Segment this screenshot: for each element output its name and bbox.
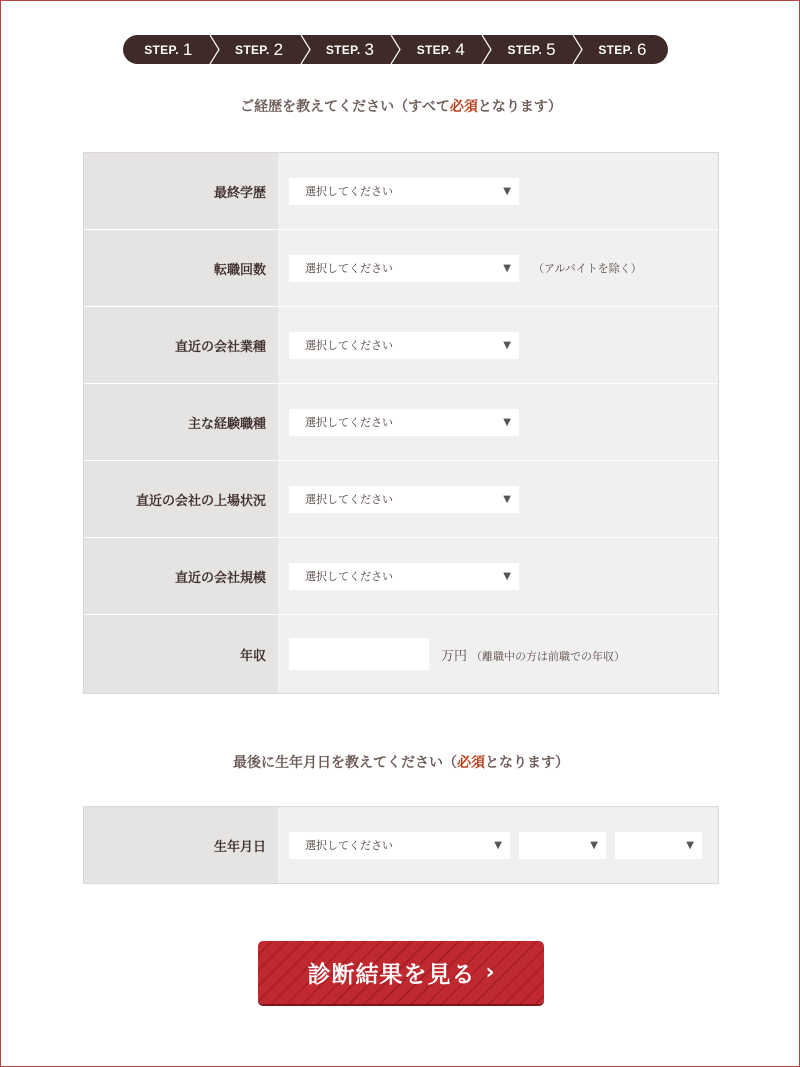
field-cell: [278, 307, 718, 383]
step-3: [305, 35, 396, 64]
dropdown-arrow-icon: ▼: [503, 339, 511, 351]
step-chevron-icon: [480, 35, 492, 64]
step-number: 6: [636, 39, 647, 59]
field-cell: [278, 230, 718, 306]
career-form: [83, 152, 719, 694]
job-changes-note: （アルバイトを除く）: [533, 262, 642, 275]
select-placeholder: 選択してください: [305, 185, 393, 198]
career-heading: [1, 96, 800, 116]
birth-form: [83, 806, 719, 884]
step-number: 3: [364, 39, 375, 59]
field-cell: [278, 384, 718, 460]
occupation-label: 主な経験職種: [84, 384, 278, 460]
company-size-label: 直近の会社規模: [84, 538, 278, 614]
chevron-right-icon: ›: [485, 960, 495, 985]
job-changes-label: 転職回数: [84, 230, 278, 306]
dropdown-arrow-icon: ▼: [503, 416, 511, 428]
step-prefix: STEP.: [144, 42, 179, 57]
select-placeholder: 選択してください: [305, 339, 393, 352]
select-placeholder: 選択してください: [305, 262, 393, 275]
dropdown-arrow-icon: ▼: [503, 185, 511, 197]
step-chevron-icon: [571, 35, 583, 64]
step-2: [214, 35, 305, 64]
required-mark: 必須: [449, 99, 478, 115]
form-row-job-changes: [84, 230, 718, 307]
step-chevron-icon: [389, 35, 401, 64]
step-number: 5: [546, 39, 556, 59]
step-prefix: STEP.: [598, 42, 633, 57]
dropdown-arrow-icon: ▼: [686, 839, 694, 851]
dropdown-arrow-icon: ▼: [503, 570, 511, 582]
view-results-button[interactable]: [258, 941, 544, 1004]
step-4: [395, 35, 486, 64]
step-1: [123, 35, 214, 64]
step-number: 4: [455, 39, 466, 59]
career-heading-text-end: となります）: [477, 99, 562, 115]
income-unit-text: 万円: [441, 648, 468, 664]
form-row-occupation: [84, 384, 718, 461]
education-select[interactable]: [289, 178, 519, 205]
view-results-label: 診断結果を見る: [307, 962, 476, 988]
birth-heading-text-end: となります）: [485, 755, 569, 771]
income-note: （離職中の方は前職での年収）: [471, 649, 626, 663]
select-placeholder: 選択してください: [305, 839, 393, 852]
birth-heading-text: 最後に生年月日を教えてください（: [233, 755, 457, 771]
industry-select[interactable]: [289, 332, 519, 359]
form-row-income: [84, 615, 718, 693]
education-label: 最終学歴: [84, 153, 278, 229]
dropdown-arrow-icon: ▼: [494, 839, 502, 851]
select-placeholder: 選択してください: [305, 416, 393, 429]
dropdown-arrow-icon: ▼: [503, 493, 511, 505]
form-row-listing: [84, 461, 718, 538]
required-mark: 必須: [457, 755, 485, 771]
income-input[interactable]: [289, 638, 429, 670]
career-heading-text: ご経歴を教えてください（すべて: [240, 99, 450, 115]
select-placeholder: 選択してください: [305, 570, 393, 583]
company-size-select[interactable]: [289, 563, 519, 590]
listing-label: 直近の会社の上場状況: [84, 461, 278, 537]
step-number: 2: [273, 39, 284, 59]
step-prefix: STEP.: [325, 42, 361, 57]
birth-month-select[interactable]: [519, 832, 606, 859]
form-row-industry: [84, 307, 718, 384]
field-cell: [278, 538, 718, 614]
field-cell: [278, 461, 718, 537]
birth-day-select[interactable]: [615, 832, 702, 859]
step-prefix: STEP.: [507, 42, 543, 57]
step-number: 1: [182, 39, 193, 59]
field-cell: [278, 807, 718, 883]
form-row-education: [84, 153, 718, 230]
step-6: [577, 35, 668, 64]
step-progress-bar: [123, 35, 668, 64]
industry-label: 直近の会社業種: [84, 307, 278, 383]
select-placeholder: 選択してください: [305, 493, 393, 506]
step-prefix: STEP.: [235, 42, 270, 57]
job-changes-select[interactable]: [289, 255, 519, 282]
step-chevron-icon: [208, 35, 220, 64]
birth-heading: [1, 752, 800, 772]
income-label: 年収: [84, 615, 278, 693]
birth-year-select[interactable]: [289, 832, 510, 859]
step-chevron-icon: [299, 35, 311, 64]
income-unit: [441, 645, 625, 664]
listing-select[interactable]: [289, 486, 519, 513]
form-row-birthdate: [84, 807, 718, 883]
birthdate-label: 生年月日: [84, 807, 278, 883]
occupation-select[interactable]: [289, 409, 519, 436]
form-row-company-size: [84, 538, 718, 615]
dropdown-arrow-icon: ▼: [503, 262, 511, 274]
dropdown-arrow-icon: ▼: [590, 839, 598, 851]
field-cell: [278, 153, 718, 229]
step-5: [486, 35, 577, 64]
field-cell: [278, 615, 718, 693]
step-prefix: STEP.: [416, 42, 452, 57]
